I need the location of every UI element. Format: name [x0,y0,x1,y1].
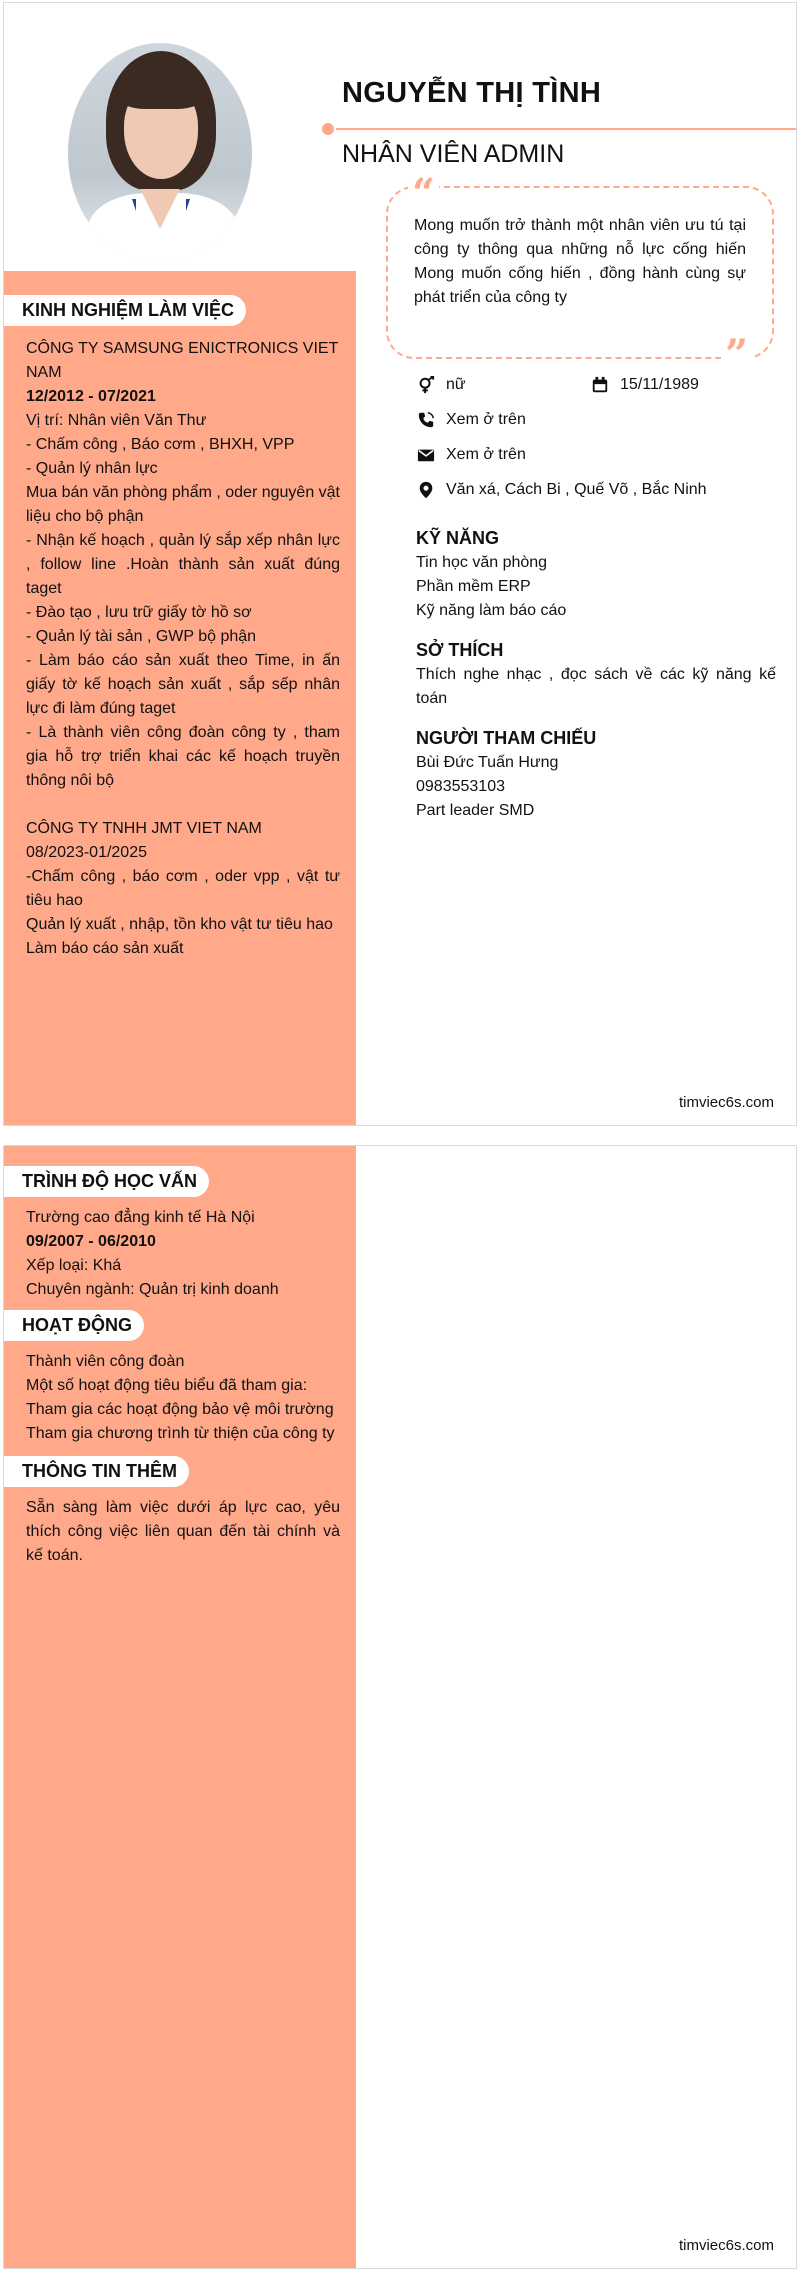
activity-line: Tham gia các hoạt động bảo vệ môi trường [26,1401,334,1418]
email-value: Xem ở trên [446,446,526,463]
job1-line: - Nhận kế hoạch , quản lý sắp xếp nhân lực , follow line .Hoàn thành sản xuất đúng taget [26,532,340,597]
title-divider [336,128,797,130]
education-title: TRÌNH ĐỘ HỌC VẤN [3,1166,209,1197]
job2-line: Làm báo cáo sản xuất [26,940,184,957]
activity-line: Thành viên công đoàn [26,1353,185,1370]
skill-item: Kỹ năng làm báo cáo [416,602,567,619]
skills-section [416,525,776,623]
gender-icon [416,375,436,395]
job1-line: - Quản lý tài sản , GWP bộ phận [26,628,257,645]
cv-page-2 [3,1145,797,2269]
job1-line: - Làm báo cáo sản xuất theo Time, in ấn giấy tờ kế hoạch sản xuất , sắp sếp nhân lực đi làm đúng taget [26,652,340,717]
skill-item: Phần mềm ERP [416,578,531,595]
education-section [4,1166,356,1298]
left-column [4,271,356,1125]
skill-item: Tin học văn phòng [416,554,548,571]
birthday-row [590,375,699,395]
experience-content [26,337,340,961]
job1-line: Mua bán văn phòng phẩm , oder nguyên vật liệu cho bộ phận [26,484,340,525]
hobbies-text: Thích nghe nhạc , đọc sách về các kỹ năng kế toán [416,666,776,707]
education-content [26,1206,340,1302]
title-dot-decoration [322,123,334,135]
experience-title: KINH NGHIỆM LÀM VIỆC [3,295,246,326]
job-title: NHÂN VIÊN ADMIN [342,140,565,168]
education-school: Trường cao đẳng kinh tế Hà Nội [26,1209,255,1226]
left-column [4,1146,356,2268]
email-row [416,445,526,465]
additional-text: Sẵn sàng làm việc dưới áp lực cao, yêu thích công việc liên quan đến tài chính và kế toán. [26,1499,340,1564]
calendar-icon [590,375,610,395]
experience-section [4,295,356,957]
gender-value: nữ [446,376,466,393]
quote-close-icon: ” [721,335,752,375]
job1-company: CÔNG TY SAMSUNG ENICTRONICS VIET NAM [26,340,339,381]
profile-photo [68,43,252,263]
job1-line: - Đào tạo , lưu trữ giấy tờ hồ sơ [26,604,252,621]
activities-content [26,1350,340,1446]
job1-line: - Quản lý nhân lực [26,460,158,477]
address-value: Văn xá, Cách Bi , Quế Võ , Bắc Ninh [446,481,707,498]
quote-open-icon: “ [408,174,439,214]
phone-icon [416,410,436,430]
footer-site: timviec6s.com [678,1094,774,1111]
hobbies-title: SỞ THÍCH [416,640,504,660]
job1-line: - Là thành viên công đoàn công ty , tham gia hỗ trợ triển khai các kế hoạch truyền thông nôi bộ [26,724,340,789]
cv-page-1 [3,2,797,1126]
additional-title: THÔNG TIN THÊM [3,1456,189,1487]
address-row [416,480,707,500]
hobbies-section [416,637,776,711]
activities-section [4,1310,356,1442]
education-rank: Xếp loại: Khá [26,1257,122,1274]
objective-box [386,170,774,378]
phone-row [416,410,526,430]
candidate-name: NGUYỄN THỊ TÌNH [342,77,602,109]
phone-value: Xem ở trên [446,411,526,428]
reference-phone: 0983553103 [416,778,505,795]
birthday-value: 15/11/1989 [620,376,699,393]
reference-position: Part leader SMD [416,802,535,819]
education-major: Chuyên ngành: Quản trị kinh doanh [26,1281,279,1298]
job2-period: 08/2023-01/2025 [26,844,147,861]
education-period: 09/2007 - 06/2010 [26,1233,156,1250]
activities-title: HOẠT ĐỘNG [3,1310,144,1341]
email-icon [416,445,436,465]
activity-line: Tham gia chương trình từ thiện của công ty [26,1425,335,1442]
activity-line: Một số hoạt động tiêu biểu đã tham gia: [26,1377,308,1394]
job1-period: 12/2012 - 07/2021 [26,388,156,405]
reference-name: Bùi Đức Tuấn Hưng [416,754,559,771]
job2-line: Quản lý xuất , nhập, tồn kho vật tư tiêu hao [26,916,333,933]
objective-text: Mong muốn trở thành một nhân viên ưu tú tại công ty thông qua những nỗ lực cống hiến Mong muốn cống hiến , đồng hành cùng sự phát triển của công ty [414,217,746,306]
reference-section [416,725,776,823]
job2-company: CÔNG TY TNHH JMT VIET NAM [26,820,262,837]
location-pin-icon [416,480,436,500]
job1-line: - Chấm công , Báo cơm , BHXH, VPP [26,436,295,453]
job2-line: -Chấm công , báo cơm , oder vpp , vật tư tiêu hao [26,868,340,909]
reference-title: NGƯỜI THAM CHIẾU [416,728,597,748]
skills-title: KỸ NĂNG [416,528,500,548]
additional-section [4,1456,356,1564]
job1-line: Vị trí: Nhân viên Văn Thư [26,412,207,429]
footer-site: timviec6s.com [678,2237,774,2254]
gender-row [416,375,466,395]
